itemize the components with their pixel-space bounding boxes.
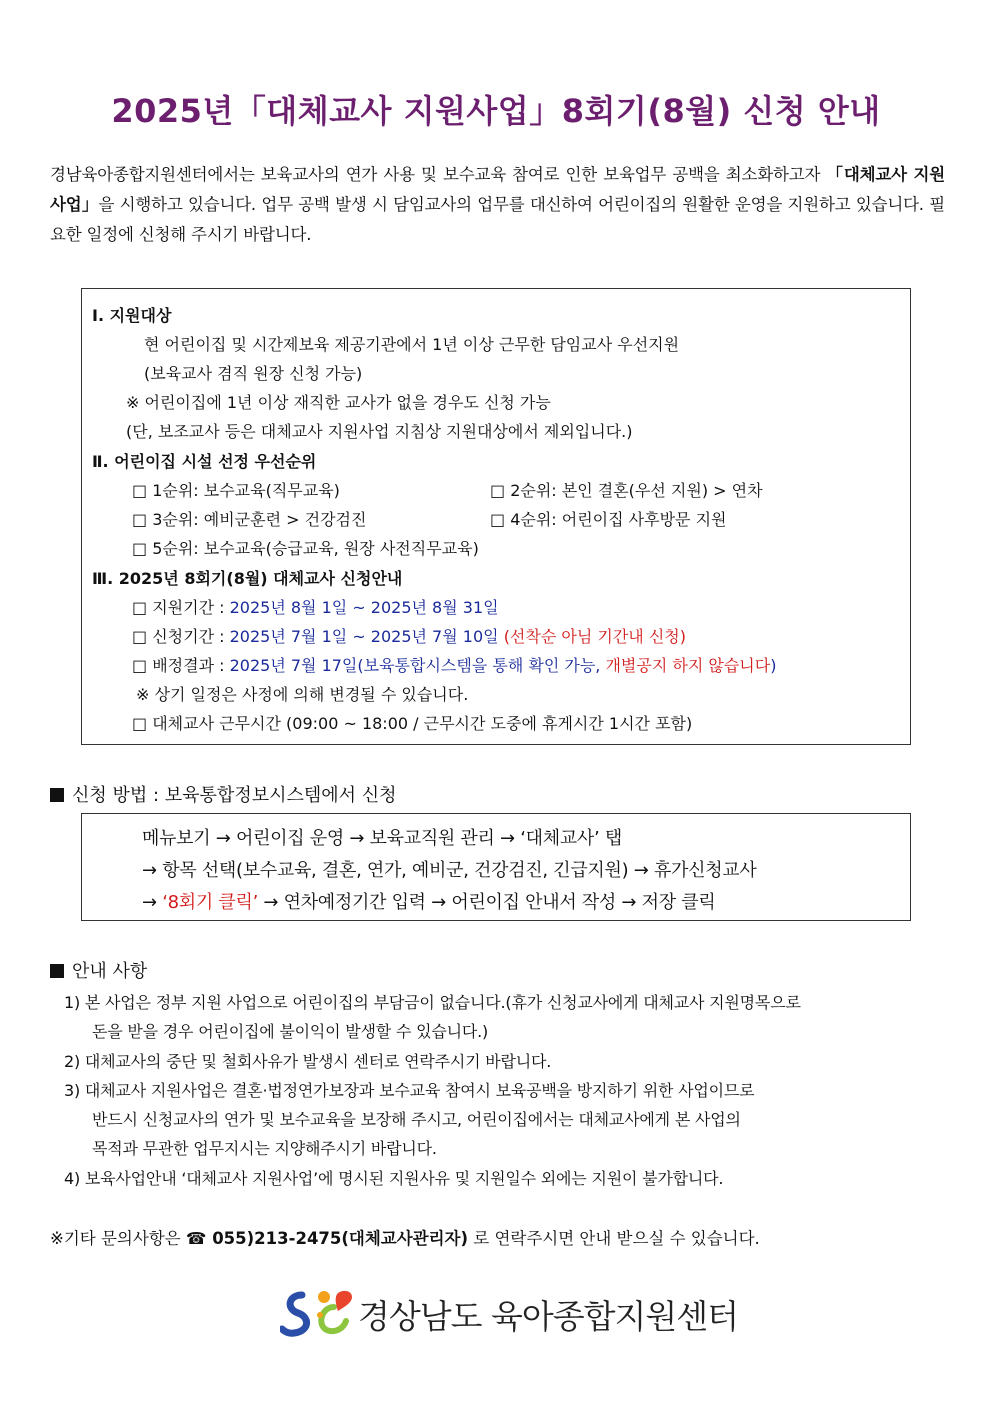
priority-4: □ 4순위: 어린이집 사후방문 지원 bbox=[490, 510, 727, 529]
intro-text-1: 경남육아종합지원센터에서는 보육교사의 연가 사용 및 보수교육 참여로 인한 보육업무 공백을 최소화하고자 bbox=[50, 165, 821, 184]
method-flow-3: → ‘8회기 클릭’ → 연차예정기간 입력 → 어린이집 안내서 작성 → 저장 클릭 bbox=[142, 892, 716, 913]
section1-line3: ※ 어린이집에 1년 이상 재직한 교사가 없을 경우도 신청 가능 bbox=[126, 393, 551, 412]
method-heading: 신청 방법 : 보육통합정보시스템에서 신청 bbox=[50, 781, 397, 807]
section1-line2: (보육교사 겸직 원장 신청 가능) bbox=[144, 364, 363, 383]
apply-period: □ 신청기간 : 2025년 7월 1일 ~ 2025년 7월 10일 (선착순 아님 기간내 신청) bbox=[132, 627, 686, 646]
page-title: 2025년「대체교사 지원사업」8회기(8월) 신청 안내 bbox=[111, 92, 881, 130]
priority-1: □ 1순위: 보수교육(직무교육) bbox=[132, 481, 340, 500]
notice-item-1a: 1) 본 사업은 정부 지원 사업으로 어린이집의 부담금이 없습니다.(휴가 신청교사에게 대체교사 지원명목으로 bbox=[64, 993, 801, 1012]
notice-item-1b: 돈을 받을 경우 어린이집에 불이익이 발생할 수 있습니다.) bbox=[92, 1022, 489, 1041]
notice-item-3c: 목적과 무관한 업무지시는 지양해주시기 바랍니다. bbox=[92, 1139, 437, 1158]
apply-period-note: (선착순 아님 기간내 신청) bbox=[503, 627, 686, 646]
section2-heading: Ⅱ. 어린이집 시설 선정 우선순위 bbox=[92, 452, 317, 471]
logo-text: 경상남도 육아종합지원센터 bbox=[358, 1297, 739, 1336]
contact-footer: ※기타 문의사항은 ☎ 055)213-2475(대체교사관리자) 로 연락주시면 안내 받으실 수 있습니다. bbox=[50, 1229, 760, 1248]
priority-2: □ 2순위: 본인 결혼(우선 지원) > 연차 bbox=[490, 481, 763, 500]
method-box bbox=[81, 813, 911, 921]
notice-item-2: 2) 대체교사의 중단 및 철회사유가 발생시 센터로 연락주시기 바랍니다. bbox=[64, 1052, 552, 1071]
contact-phone: ☎ 055)213-2475(대체교사관리자) bbox=[185, 1229, 469, 1248]
priority-3: □ 3순위: 예비군훈련 > 건강검진 bbox=[132, 510, 367, 529]
notice-item-3a: 3) 대체교사 지원사업은 결혼·법정연가보장과 보수교육 참여시 보육공백을 방지하기 위한 사업이므로 bbox=[64, 1081, 755, 1100]
notice-item-4: 4) 보육사업안내 ‘대체교사 지원사업’에 명시된 지원사유 및 지원일수 외에는 지원이 불가합니다. bbox=[64, 1169, 724, 1188]
priority-5: □ 5순위: 보수교육(승급교육, 원장 사전직무교육) bbox=[132, 539, 479, 558]
intro-program-name: 「대체교사 지원사업」 bbox=[50, 165, 946, 214]
assignment-result: □ 배정결과 : 2025년 7월 17일(보육통합시스템을 통해 확인 가능, 개별공지 하지 않습니다) bbox=[132, 656, 777, 675]
support-period: □ 지원기간 : 2025년 8월 1일 ~ 2025년 8월 31일 bbox=[132, 598, 499, 617]
info-box bbox=[81, 288, 911, 745]
intro-paragraph bbox=[50, 160, 945, 250]
notice-item-3b: 반드시 신청교사의 연가 및 보수교육을 보장해 주시고, 어린이집에서는 대체교사에게 본 사업의 bbox=[92, 1110, 741, 1129]
section1-line4: (단, 보조교사 등은 대체교사 지원사업 지침상 지원대상에서 제외입니다.) bbox=[126, 422, 633, 441]
assignment-result-note: 개별공지 하지 않습니다 bbox=[605, 656, 771, 675]
notice-heading: 안내 사항 bbox=[50, 957, 147, 983]
method-flow-2: → 항목 선택(보수교육, 결혼, 연가, 예비군, 건강검진, 긴급지원) → 휴가신청교사 bbox=[142, 860, 757, 881]
method-flow-highlight: ‘8회기 클릭’ bbox=[162, 892, 258, 913]
work-hours: □ 대체교사 근무시간 (09:00 ~ 18:00 / 근무시간 도중에 휴게시간 1시간 포함) bbox=[132, 714, 693, 733]
logo-mark-icon bbox=[280, 1285, 356, 1345]
section1-line1: 현 어린이집 및 시간제보육 제공기관에서 1년 이상 근무한 담임교사 우선지원 bbox=[144, 335, 680, 354]
schedule-change-note: ※ 상기 일정은 사정에 의해 변경될 수 있습니다. bbox=[136, 685, 469, 704]
section3-heading: Ⅲ. 2025년 8회기(8월) 대체교사 신청안내 bbox=[92, 569, 403, 588]
method-flow-1: 메뉴보기 → 어린이집 운영 → 보육교직원 관리 → ‘대체교사’ 탭 bbox=[142, 828, 622, 849]
support-period-value: 2025년 8월 1일 ~ 2025년 8월 31일 bbox=[229, 598, 499, 617]
assignment-result-value: 2025년 7월 17일(보육통합시스템을 통해 확인 가능, bbox=[229, 656, 601, 675]
apply-period-value: 2025년 7월 1일 ~ 2025년 7월 10일 bbox=[229, 627, 499, 646]
center-logo bbox=[280, 1285, 739, 1345]
square-bullet-icon bbox=[50, 964, 64, 978]
section1-heading: Ⅰ. 지원대상 bbox=[92, 306, 172, 325]
intro-text-2: 을 시행하고 있습니다. 업무 공백 발생 시 담임교사의 업무를 대신하여 어린이집의 원활한 운영을 지원하고 있습니다. 필요한 일정에 신청해 주시기 바랍니다. bbox=[50, 195, 945, 244]
square-bullet-icon bbox=[50, 788, 64, 802]
